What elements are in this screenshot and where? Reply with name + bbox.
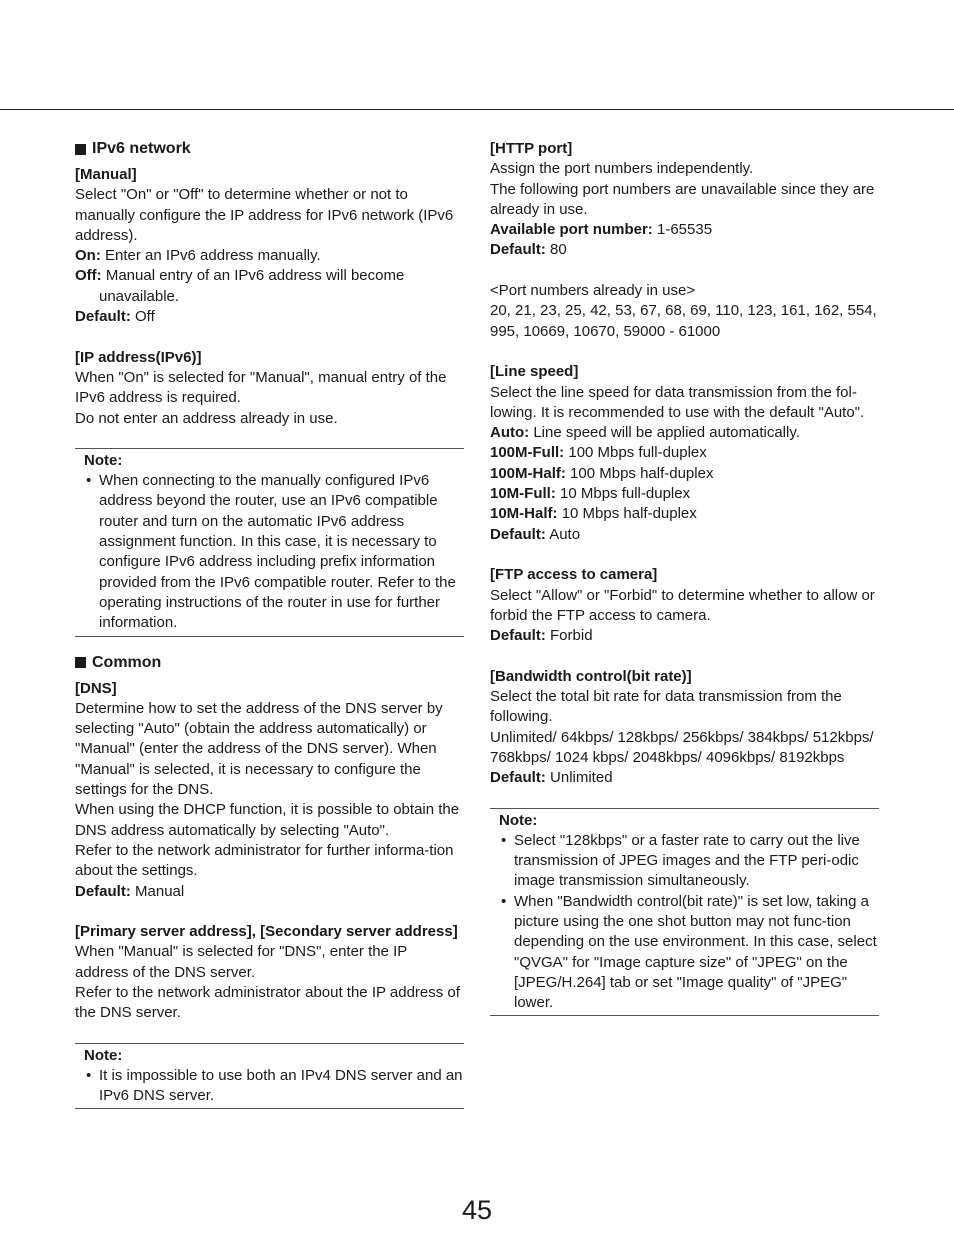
ip-address-warning: Do not enter an address already in use. [75,409,338,427]
bandwidth-description: Select the total bit rate for data transmission from the following. [490,688,842,726]
ip-address-title: [IP address(IPv6)] [75,348,202,366]
note-item: • Select "128kbps" or a faster rate to carry out the live transmission of JPEG images and the FTP peri-odic image transmission simultaneously. [499,831,879,892]
section-heading-ipv6: IPv6 network [75,139,464,159]
ftp-access-title: [FTP access to camera] [490,566,658,584]
right-column [490,139,879,1016]
dns-default: Default: Manual [75,882,185,900]
note-item: • When "Bandwidth control(bit rate)" is set low, taking a picture using the one shot button may not func-tion depending on the use environment. In this case, select "QVGA" for "Image capture size" of "JPEG" on the [JPEG/H.264] tab or set "Image quality" of "JPEG" lower. [499,892,879,1014]
line-speed-description: Select the line speed for data transmission from the fol-lowing. It is recommended to use with the default "Auto". [490,383,865,421]
http-port-available: Available port number: 1-65535 [490,221,713,239]
square-bullet-icon [75,144,86,155]
line-speed-option: Auto: Line speed will be applied automatically. [490,424,800,442]
bandwidth-options: Unlimited/ 64kbps/ 128kbps/ 256kbps/ 384kbps/ 512kbps/ 768kbps/ 1024 kbps/ 2048kbps/ 4096kbps/ 8192kbps [490,728,874,766]
dns-description: Determine how to set the address of the DNS server by selecting "Auto" (obtain the address automatically) or "Manual" (enter the address of the DNS server). When "Manual" is selected, it is necessary to configure the settings for the DNS. [75,699,443,799]
square-bullet-icon [75,657,86,668]
note-box-bandwidth [490,808,879,1017]
bandwidth-title: [Bandwidth control(bit rate)] [490,667,692,685]
header-rule [0,109,954,110]
note-list [84,1066,464,1107]
note-item: • It is impossible to use both an IPv4 DNS server and an IPv6 DNS server. [84,1066,464,1107]
note-label: Note: [499,811,538,829]
http-port-unavailable: The following port numbers are unavailable since they are already in use. [490,180,875,218]
dns-admin-description: Refer to the network administrator for further informa-tion about the settings. [75,841,454,880]
ports-in-use-label: <Port numbers already in use> [490,282,696,300]
manual-on-option: On: Enter an IPv6 address manually. [75,247,321,265]
ftp-access-default: Default: Forbid [490,627,593,645]
note-box-ipv6 [75,448,464,637]
line-speed-option: 10M-Full: 10 Mbps full-duplex [490,485,691,503]
manual-default: Default: Off [75,308,155,326]
line-speed-default: Default: Auto [490,525,581,543]
dns-title: [DNS] [75,679,117,697]
note-label: Note: [84,1046,123,1064]
section-heading-common: Common [75,653,464,673]
line-speed-title: [Line speed] [490,363,579,381]
line-speed-option: 100M-Half: 100 Mbps half-duplex [490,464,714,482]
manual-description: Select "On" or "Off" to determine whether or not to manually configure the IP address for IPv6 network (IPv6 address). [75,186,454,244]
left-column [75,139,464,1109]
note-list [84,471,464,633]
manual-off-option: Off: Manual entry of an IPv6 address will become unavailable. [75,267,405,305]
note-label: Note: [84,451,123,469]
note-item: • When connecting to the manually configured IPv6 address beyond the router, use an IPv6 compatible router and turn on the automatic IPv6 address assignment function. In this case, it is necessary to configure IPv6 address including prefix information provided from the IPv6 compatible router. Refer to the operating instructions of the router in use for further information. [84,471,464,633]
dns-dhcp-description: When using the DHCP function, it is possible to obtain the DNS address automatically by selecting "Auto". [75,801,460,839]
http-port-default: Default: 80 [490,241,567,259]
bandwidth-default: Default: Unlimited [490,769,613,787]
note-list [499,831,879,1014]
page-number: 45 [461,1195,493,1225]
note-box-dns [75,1043,464,1110]
http-port-title: [HTTP port] [490,140,573,157]
http-port-description: Assign the port numbers independently. [490,160,754,178]
ftp-access-description: Select "Allow" or "Forbid" to determine whether to allow or forbid the FTP access to camera. [490,586,875,624]
ip-address-description: When "On" is selected for "Manual", manual entry of the IPv6 address is required. [75,368,447,407]
server-address-title: [Primary server address], [Secondary server address] [75,923,458,941]
line-speed-option: 10M-Half: 10 Mbps half-duplex [490,505,697,523]
server-address-admin: Refer to the network administrator about the IP address of the DNS server. [75,983,460,1022]
manual-title: [Manual] [75,166,137,183]
line-speed-option: 100M-Full: 100 Mbps full-duplex [490,444,707,462]
ports-in-use-list: 20, 21, 23, 25, 42, 53, 67, 68, 69, 110, 123, 161, 162, 554, 995, 10669, 10670, 59000 - 61000 [490,302,877,340]
server-address-description: When "Manual" is selected for "DNS", enter the IP address of the DNS server. [75,943,408,981]
